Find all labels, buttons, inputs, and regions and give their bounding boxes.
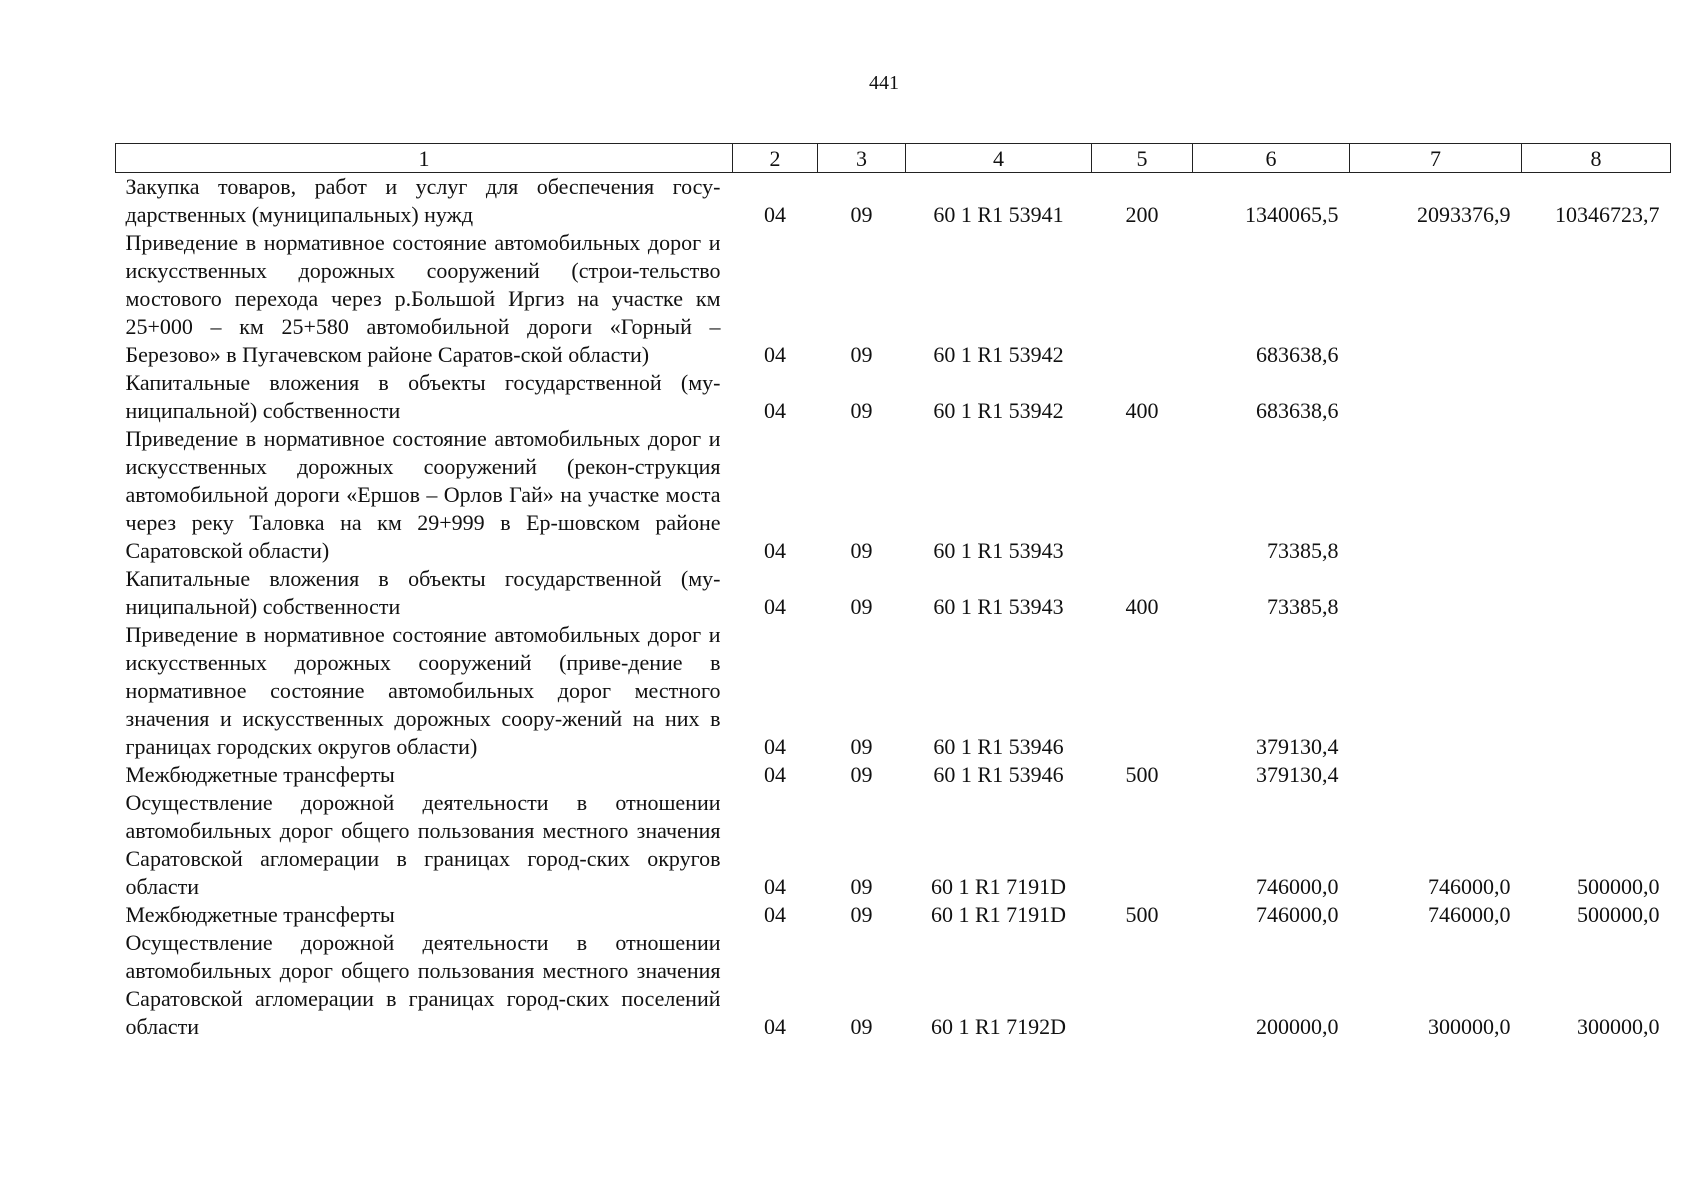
- amount-col8-cell: [1522, 761, 1671, 789]
- column-header-1: 1: [116, 144, 733, 173]
- row-name-cell: Приведение в нормативное состояние автомобильных дорог и искусственных дорожных сооружений (строи-тельство мостового перехода через р.Большой Иргиз на участке км 25+000 – км 25+580 автомобильной дороги «Горный – Березово» в Пугачевском районе Саратов-ской области): [125, 230, 721, 367]
- subsection-code-cell: 09: [850, 202, 873, 227]
- section-code-cell: 04: [764, 398, 786, 423]
- subsection-code-cell: 09: [850, 594, 873, 619]
- section-code-cell: 04: [764, 874, 786, 899]
- section-code-cell: 04: [764, 734, 786, 759]
- target-article-cell: 60 1 R1 53942: [933, 342, 1064, 367]
- target-article-cell: 60 1 R1 53941: [933, 202, 1064, 227]
- amount-col6-cell: 73385,8: [1267, 538, 1339, 563]
- budget-table: [115, 143, 1671, 1041]
- subsection-code-cell: 09: [850, 762, 873, 787]
- amount-col7-cell: 2093376,9: [1417, 202, 1511, 227]
- amount-col7-cell: [1350, 425, 1522, 565]
- amount-col7-cell: 746000,0: [1428, 874, 1511, 899]
- target-article-cell: 60 1 R1 53946: [933, 734, 1064, 759]
- subsection-code-cell: 09: [850, 874, 873, 899]
- table-row: [116, 369, 1671, 425]
- subsection-code-cell: 09: [850, 342, 873, 367]
- amount-col8-cell: [1522, 229, 1671, 369]
- target-article-cell: 60 1 R1 7191D: [930, 902, 1067, 927]
- subsection-code-cell: 09: [850, 1014, 873, 1039]
- target-article-cell: 60 1 R1 7191D: [930, 874, 1067, 899]
- column-header-3: 3: [818, 144, 906, 173]
- column-header-6: 6: [1193, 144, 1350, 173]
- expense-type-cell: [1092, 425, 1193, 565]
- amount-col6-cell: 379130,4: [1256, 734, 1339, 759]
- amount-col6-cell: 746000,0: [1256, 874, 1339, 899]
- row-name-cell: Осуществление дорожной деятельности в отношении автомобильных дорог общего пользования местного значения Саратовской агломерации в границах город-ских поселений области: [125, 930, 721, 1039]
- table-row: [116, 425, 1671, 565]
- table-row: [116, 621, 1671, 761]
- target-article-cell: 60 1 R1 7192D: [930, 1014, 1067, 1039]
- row-name-cell: Межбюджетные трансферты: [125, 902, 395, 927]
- table-row: [116, 761, 1671, 789]
- table-row: [116, 565, 1671, 621]
- row-name-cell: Капитальные вложения в объекты государственной (му-ниципальной) собственности: [125, 566, 721, 619]
- amount-col8-cell: [1522, 369, 1671, 425]
- amount-col8-cell: 500000,0: [1577, 902, 1660, 927]
- expense-type-cell: 500: [1125, 762, 1159, 787]
- expense-type-cell: 400: [1125, 594, 1159, 619]
- amount-col6-cell: 200000,0: [1256, 1014, 1339, 1039]
- column-header-2: 2: [733, 144, 818, 173]
- table-row: [116, 929, 1671, 1041]
- amount-col8-cell: 500000,0: [1577, 874, 1660, 899]
- table-row: [116, 173, 1671, 230]
- amount-col6-cell: 683638,6: [1256, 342, 1339, 367]
- subsection-code-cell: 09: [850, 902, 873, 927]
- target-article-cell: 60 1 R1 53943: [933, 594, 1064, 619]
- column-header-4: 4: [906, 144, 1092, 173]
- row-name-cell: Приведение в нормативное состояние автомобильных дорог и искусственных дорожных сооружений (рекон-струкция автомобильной дороги «Ершов – Орлов Гай» на участке моста через реку Таловка на км 29+999 в Ер-шовском районе Саратовской области): [125, 426, 721, 563]
- expense-type-cell: 400: [1125, 398, 1159, 423]
- row-name-cell: Осуществление дорожной деятельности в отношении автомобильных дорог общего пользования местного значения Саратовской агломерации в границах город-ских округов области: [125, 790, 721, 899]
- expense-type-cell: 500: [1125, 902, 1159, 927]
- amount-col7-cell: 746000,0: [1428, 902, 1511, 927]
- row-name-cell: Закупка товаров, работ и услуг для обеспечения госу-дарственных (муниципальных) нужд: [125, 174, 721, 227]
- amount-col6-cell: 683638,6: [1256, 398, 1339, 423]
- expense-type-cell: [1092, 929, 1193, 1041]
- expense-type-cell: [1092, 229, 1193, 369]
- amount-col8-cell: [1522, 565, 1671, 621]
- subsection-code-cell: 09: [850, 734, 873, 759]
- amount-col7-cell: [1350, 229, 1522, 369]
- amount-col6-cell: 379130,4: [1256, 762, 1339, 787]
- table-row: [116, 901, 1671, 929]
- column-number-header-row: [116, 144, 1671, 173]
- subsection-code-cell: 09: [850, 398, 873, 423]
- column-header-7: 7: [1350, 144, 1522, 173]
- column-header-8: 8: [1522, 144, 1671, 173]
- row-name-cell: Приведение в нормативное состояние автомобильных дорог и искусственных дорожных сооружений (приве-дение в нормативное состояние автомобильных дорог местного значения и искусственных дорожных соору-жений на них в границах городских округов области): [125, 622, 721, 759]
- section-code-cell: 04: [764, 538, 786, 563]
- expense-type-cell: [1092, 789, 1193, 901]
- table-body: [116, 173, 1671, 1042]
- page-number: 441: [869, 72, 899, 94]
- amount-col7-cell: [1350, 565, 1522, 621]
- table-row: [116, 789, 1671, 901]
- amount-col8-cell: [1522, 425, 1671, 565]
- amount-col8-cell: 10346723,7: [1555, 202, 1660, 227]
- amount-col6-cell: 1340065,5: [1245, 202, 1339, 227]
- row-name-cell: Межбюджетные трансферты: [125, 762, 395, 787]
- section-code-cell: 04: [764, 902, 786, 927]
- row-name-cell: Капитальные вложения в объекты государственной (му-ниципальной) собственности: [125, 370, 721, 423]
- amount-col6-cell: 746000,0: [1256, 902, 1339, 927]
- amount-col7-cell: 300000,0: [1428, 1014, 1511, 1039]
- section-code-cell: 04: [764, 762, 786, 787]
- subsection-code-cell: 09: [850, 538, 873, 563]
- section-code-cell: 04: [764, 342, 786, 367]
- target-article-cell: 60 1 R1 53946: [933, 762, 1064, 787]
- section-code-cell: 04: [764, 594, 786, 619]
- amount-col8-cell: [1522, 621, 1671, 761]
- expense-type-cell: [1092, 621, 1193, 761]
- section-code-cell: 04: [764, 202, 786, 227]
- target-article-cell: 60 1 R1 53943: [933, 538, 1064, 563]
- table-row: [116, 229, 1671, 369]
- target-article-cell: 60 1 R1 53942: [933, 398, 1064, 423]
- column-header-5: 5: [1092, 144, 1193, 173]
- amount-col6-cell: 73385,8: [1267, 594, 1339, 619]
- expense-type-cell: 200: [1125, 202, 1159, 227]
- amount-col7-cell: [1350, 761, 1522, 789]
- section-code-cell: 04: [764, 1014, 786, 1039]
- amount-col7-cell: [1350, 369, 1522, 425]
- amount-col7-cell: [1350, 621, 1522, 761]
- amount-col8-cell: 300000,0: [1577, 1014, 1660, 1039]
